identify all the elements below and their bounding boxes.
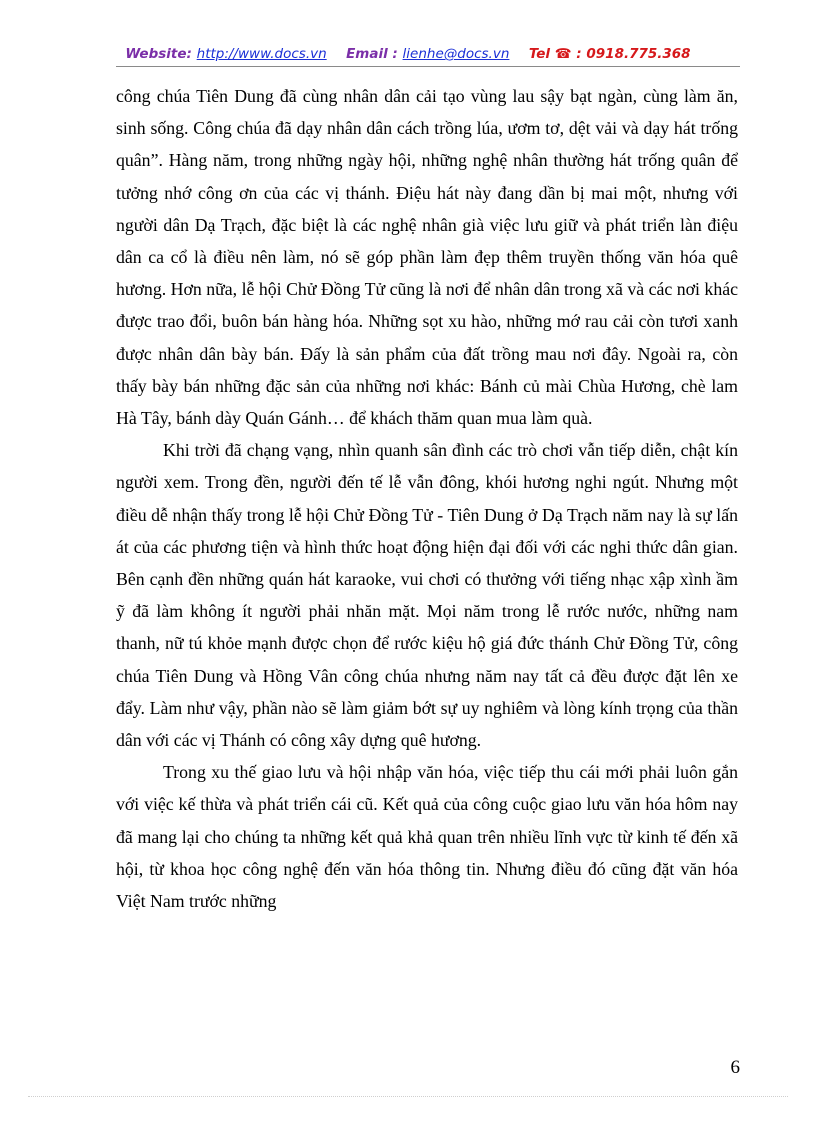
document-body xyxy=(116,80,738,917)
email-label: Email : xyxy=(346,46,398,62)
paragraph-3: Trong xu thế giao lưu và hội nhập văn hóa, việc tiếp thu cái mới phải luôn gắn với việc kế thừa và phát triển cái cũ. Kết quả của công cuộc giao lưu văn hóa hôm nay đã mang lại cho chúng ta những kết quả khả quan trên nhiều lĩnh vực từ kinh tế đến xã hội, từ khoa học công nghệ đến văn hóa thông tin. Nhưng điều đó cũng đặt văn hóa Việt Nam trước những xyxy=(116,762,738,912)
footer-divider xyxy=(28,1096,788,1097)
website-label: Website: xyxy=(125,46,192,62)
page-header xyxy=(0,46,816,62)
paragraph-2: Khi trời đã chạng vạng, nhìn quanh sân đình các trò chơi vẫn tiếp diễn, chật kín người xem. Trong đền, người đến tế lễ vẫn đông, khói hương nghi ngút. Nhưng một điều dễ nhận thấy trong lễ hội Chử Đồng Tử - Tiên Dung ở Dạ Trạch năm nay là sự lấn át của các phương tiện và hình thức hoạt động hiện đại đối với các nghi thức dân gian. Bên cạnh đền những quán hát karaoke, vui chơi có thưởng với tiếng nhạc xập xình ầm ỹ đã làm không ít người phải nhăn mặt. Mọi năm trong lễ rước nước, những nam thanh, nữ tú khỏe mạnh được chọn để rước kiệu hộ giá đức thánh Chử Đồng Tử, công chúa Tiên Dung và Hồng Vân công chúa nhưng năm nay tất cả đều được đặt lên xe đẩy. Làm như vậy, phần nào sẽ làm giảm bớt sự uy nghiêm và lòng kính trọng của thần dân với các vị Thánh có công xây dựng quê hương. xyxy=(116,440,738,751)
tel-label: Tel ☎ : xyxy=(528,46,582,62)
page-number: 6 xyxy=(730,1057,740,1078)
header-divider xyxy=(116,66,740,67)
paragraph-1: công chúa Tiên Dung đã cùng nhân dân cải tạo vùng lau sậy bạt ngàn, cùng làm ăn, sinh sống. Công chúa đã dạy nhân dân cách trồng lúa, ươm tơ, dệt vải và dạy hát trống quân”. Hàng năm, trong những ngày hội, những nghệ nhân thường hát trống quân để tưởng nhớ công ơn của các vị thánh. Điệu hát này đang dần bị mai một, nhưng với người dân Dạ Trạch, đặc biệt là các nghệ nhân già việc lưu giữ và phát triển làn điệu dân ca cổ là điều nên làm, nó sẽ góp phần làm đẹp thêm truyền thống văn hóa quê hương. Hơn nữa, lễ hội Chử Đồng Tử cũng là nơi để nhân dân trong xã và các nơi khác được trao đổi, buôn bán hàng hóa. Những sọt xu hào, những mớ rau cải còn tươi xanh được nhân dân bày bán. Đấy là sản phẩm của đất trồng mau nơi đây. Ngoài ra, còn thấy bày bán những đặc sản của những nơi khác: Bánh củ mài Chùa Hương, chè lam Hà Tây, bánh dày Quán Gánh… để khách thăm quan mua làm quà. xyxy=(116,86,738,429)
tel-number: 0918.775.368 xyxy=(586,46,691,62)
website-link[interactable]: http://www.docs.vn xyxy=(196,46,327,62)
email-link[interactable]: lienhe@docs.vn xyxy=(402,46,510,62)
